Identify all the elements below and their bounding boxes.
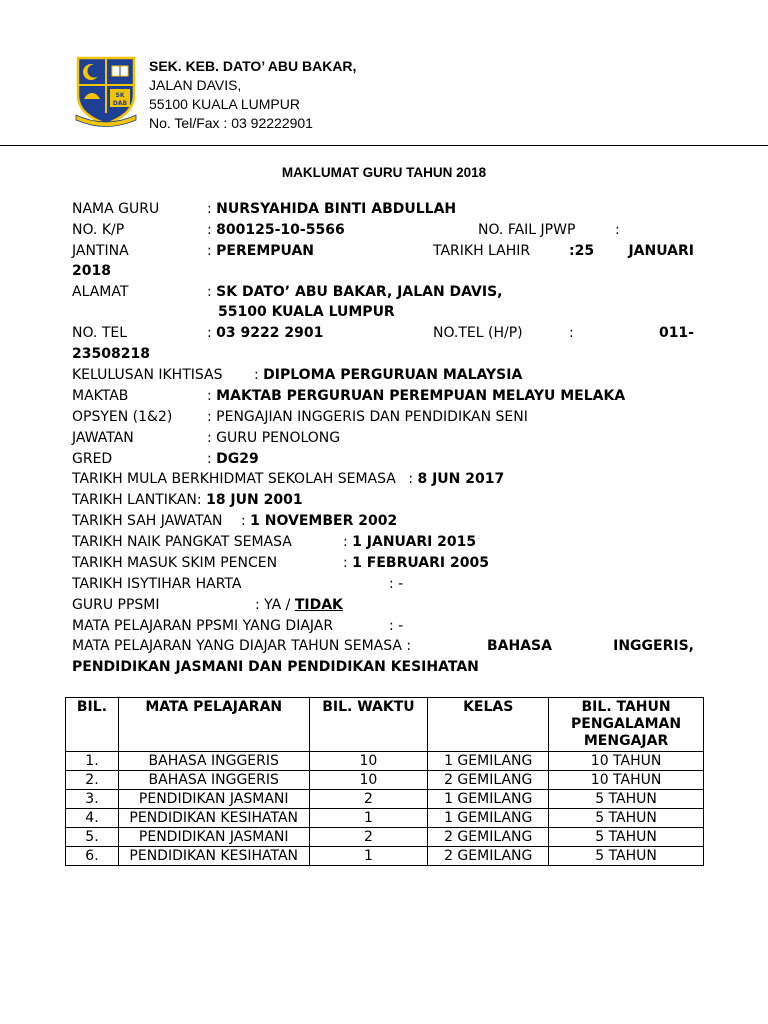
- cell-subject: BAHASA INGGERIS: [118, 752, 309, 771]
- table-row: [66, 809, 704, 828]
- document-title: MAKLUMAT GURU TAHUN 2018: [281, 165, 487, 180]
- maktab-label: MAKTAB: [72, 388, 129, 404]
- table-row: [66, 790, 704, 809]
- cell-subject: PENDIDIKAN KESIHATAN: [118, 847, 309, 866]
- jawatan-value: : GURU PENOLONG: [207, 430, 341, 446]
- school-address-line2: 55100 KUALA LUMPUR: [149, 96, 300, 112]
- cell-pengalaman: 5 TAHUN: [549, 828, 704, 847]
- ppsmi-value: [255, 595, 343, 615]
- tel-value: : 03 9222 2901: [207, 325, 324, 341]
- school-address-line1: JALAN DAVIS,: [149, 77, 242, 93]
- naik-text: 1 JANUARI 2015: [352, 534, 477, 550]
- ppsmi-ya: : YA /: [255, 597, 295, 613]
- maktab-value: : MAKTAB PERGURUAN PEREMPUAN MELAYU MELAKA: [207, 388, 626, 404]
- table-row: [66, 828, 704, 847]
- lahir-value-day: :25: [569, 243, 595, 259]
- cell-kelas: 2 GEMILANG: [428, 771, 549, 790]
- cell-bil: 6.: [66, 847, 119, 866]
- cell-bil: 5.: [66, 828, 119, 847]
- header-bil-waktu: BIL. WAKTU: [309, 698, 428, 752]
- mp-semasa-value-part3: PENDIDIKAN JASMANI DAN PENDIDIKAN KESIHATAN: [72, 659, 479, 675]
- kp-label: NO. K/P: [72, 222, 125, 238]
- ppsmi-label: GURU PPSMI: [72, 597, 160, 613]
- cell-pengalaman: 10 TAHUN: [549, 771, 704, 790]
- school-crest-logo: [74, 55, 138, 127]
- sah-label: TARIKH SAH JAWATAN: [72, 513, 223, 529]
- table-row: [66, 847, 704, 866]
- table-row: [66, 752, 704, 771]
- cell-kelas: 1 GEMILANG: [428, 790, 549, 809]
- kp-text: 800125-10-5566: [216, 222, 345, 238]
- row-tarikh-mula: [72, 469, 504, 489]
- header-pengalaman: BIL. TAHUN PENGALAMAN MENGAJAR: [549, 698, 704, 752]
- maktab-text: MAKTAB PERGURUAN PEREMPUAN MELAYU MELAKA: [216, 388, 626, 404]
- row-kelulusan: [72, 365, 523, 385]
- kp-value: : 800125-10-5566: [207, 222, 345, 238]
- row-kp: [72, 220, 620, 240]
- svg-text:DAB: DAB: [112, 100, 128, 107]
- tel-label: NO. TEL: [72, 325, 128, 341]
- jawatan-text: GURU PENOLONG: [216, 430, 341, 446]
- school-name: SEK. KEB. DATO’ ABU BAKAR,: [149, 58, 357, 74]
- jantina-text: PEREMPUAN: [216, 243, 315, 259]
- naik-label: TARIKH NAIK PANGKAT SEMASA: [72, 534, 292, 550]
- row-tarikh-lantikan: [72, 490, 303, 510]
- cell-waktu: 1: [309, 809, 428, 828]
- cell-waktu: 2: [309, 828, 428, 847]
- jantina-value: : PEREMPUAN: [207, 243, 315, 259]
- row-nama: [72, 199, 457, 219]
- row-mp-semasa: [72, 636, 694, 656]
- mp-semasa-value-part2: INGGERIS,: [613, 638, 694, 654]
- tel-text: 03 9222 2901: [216, 325, 324, 341]
- lantikan-text: 18 JUN 2001: [206, 492, 303, 508]
- mula-label: TARIKH MULA BERKHIDMAT SEKOLAH SEMASA: [72, 471, 396, 487]
- kelulusan-text: DIPLOMA PERGURUAN MALAYSIA: [263, 367, 523, 383]
- header-mata-pelajaran: MATA PELAJARAN: [118, 698, 309, 752]
- fail-label: NO. FAIL JPWP: [478, 222, 576, 238]
- cell-waktu: 10: [309, 752, 428, 771]
- kelulusan-label: KELULUSAN IKHTISAS: [72, 367, 223, 383]
- svg-text:SK: SK: [115, 92, 125, 99]
- cell-subject: PENDIDIKAN JASMANI: [118, 790, 309, 809]
- cell-bil: 3.: [66, 790, 119, 809]
- cell-kelas: 2 GEMILANG: [428, 828, 549, 847]
- row-gred: [72, 449, 259, 469]
- opsyen-label: OPSYEN (1&2): [72, 409, 173, 425]
- fail-colon: :: [615, 222, 620, 238]
- jantina-label: JANTINA: [72, 243, 129, 259]
- cell-waktu: 10: [309, 771, 428, 790]
- cell-pengalaman: 10 TAHUN: [549, 752, 704, 771]
- row-naik-pangkat: [72, 532, 477, 552]
- cell-kelas: 1 GEMILANG: [428, 752, 549, 771]
- mula-value: : 8 JUN 2017: [408, 471, 505, 487]
- mp-ppsmi-label: MATA PELAJARAN PPSMI YANG DIAJAR: [72, 618, 334, 634]
- pencen-text: 1 FEBRUARI 2005: [352, 555, 489, 571]
- row-jawatan: [72, 428, 341, 448]
- hp-label: NO.TEL (H/P): [433, 325, 523, 341]
- mp-semasa-label: MATA PELAJARAN YANG DIAJAR TAHUN SEMASA :: [72, 638, 412, 654]
- cell-kelas: 1 GEMILANG: [428, 809, 549, 828]
- kelulusan-value: : DIPLOMA PERGURUAN MALAYSIA: [254, 367, 523, 383]
- table-row: [66, 771, 704, 790]
- pencen-label: TARIKH MASUK SKIM PENCEN: [72, 555, 278, 571]
- row-isytihar-harta: [72, 574, 404, 594]
- cell-pengalaman: 5 TAHUN: [549, 847, 704, 866]
- lahir-value-month: JANUARI: [628, 243, 694, 259]
- row-jantina: [72, 241, 694, 261]
- row-guru-ppsmi: [72, 595, 343, 615]
- alamat-line1: SK DATO’ ABU BAKAR, JALAN DAVIS,: [216, 284, 503, 300]
- cell-kelas: 2 GEMILANG: [428, 847, 549, 866]
- lahir-label: TARIKH LAHIR: [433, 243, 531, 259]
- lantikan-label: TARIKH LANTIKAN: [72, 492, 197, 508]
- sah-value: : 1 NOVEMBER 2002: [241, 513, 398, 529]
- row-tel: [72, 323, 694, 343]
- school-header: [149, 57, 356, 133]
- nama-label: NAMA GURU: [72, 201, 160, 217]
- alamat-label: ALAMAT: [72, 284, 129, 300]
- harta-value: : -: [389, 576, 404, 592]
- sah-text: 1 NOVEMBER 2002: [250, 513, 398, 529]
- header-divider: [0, 145, 768, 146]
- gred-text: DG29: [216, 451, 259, 467]
- cell-subject: PENDIDIKAN JASMANI: [118, 828, 309, 847]
- nama-value: : NURSYAHIDA BINTI ABDULLAH: [207, 201, 457, 217]
- gred-label: GRED: [72, 451, 113, 467]
- alamat-line2: 55100 KUALA LUMPUR: [218, 304, 395, 320]
- row-opsyen: [72, 407, 528, 427]
- nama-text: NURSYAHIDA BINTI ABDULLAH: [216, 201, 457, 217]
- row-alamat: [72, 282, 503, 302]
- alamat-value: : SK DATO’ ABU BAKAR, JALAN DAVIS,: [207, 284, 503, 300]
- mp-semasa-value-part1: BAHASA: [487, 638, 552, 654]
- cell-waktu: 2: [309, 790, 428, 809]
- hp-value-part1: 011-: [658, 325, 694, 341]
- header-kelas: KELAS: [428, 698, 549, 752]
- cell-pengalaman: 5 TAHUN: [549, 790, 704, 809]
- hp-colon: :: [569, 325, 574, 341]
- ppsmi-tidak: TIDAK: [294, 597, 343, 613]
- cell-waktu: 1: [309, 847, 428, 866]
- cell-pengalaman: 5 TAHUN: [549, 809, 704, 828]
- header-bil: BIL.: [66, 698, 119, 752]
- cell-subject: PENDIDIKAN KESIHATAN: [118, 809, 309, 828]
- hp-value-part2: 23508218: [72, 346, 150, 362]
- cell-bil: 1.: [66, 752, 119, 771]
- row-maktab: [72, 386, 626, 406]
- row-tarikh-sah: [72, 511, 397, 531]
- mula-text: 8 JUN 2017: [417, 471, 505, 487]
- opsyen-value: : PENGAJIAN INGGERIS DAN PENDIDIKAN SENI: [207, 409, 528, 425]
- school-telephone: No. Tel/Fax : 03 92222901: [149, 115, 313, 131]
- row-mp-ppsmi: [72, 616, 404, 636]
- cell-bil: 2.: [66, 771, 119, 790]
- cell-subject: BAHASA INGGERIS: [118, 771, 309, 790]
- naik-value: : 1 JANUARI 2015: [343, 534, 477, 550]
- lahir-value-year: 2018: [72, 263, 111, 279]
- mp-ppsmi-value: : -: [389, 618, 404, 634]
- jawatan-label: JAWATAN: [72, 430, 134, 446]
- harta-label: TARIKH ISYTIHAR HARTA: [72, 576, 242, 592]
- subject-table: [65, 697, 704, 866]
- cell-bil: 4.: [66, 809, 119, 828]
- lantikan-value: : 18 JUN 2001: [196, 492, 303, 508]
- gred-value: : DG29: [207, 451, 259, 467]
- opsyen-text: PENGAJIAN INGGERIS DAN PENDIDIKAN SENI: [216, 409, 528, 425]
- pencen-value: : 1 FEBRUARI 2005: [343, 555, 489, 571]
- table-header-row: [66, 698, 704, 752]
- row-skim-pencen: [72, 553, 489, 573]
